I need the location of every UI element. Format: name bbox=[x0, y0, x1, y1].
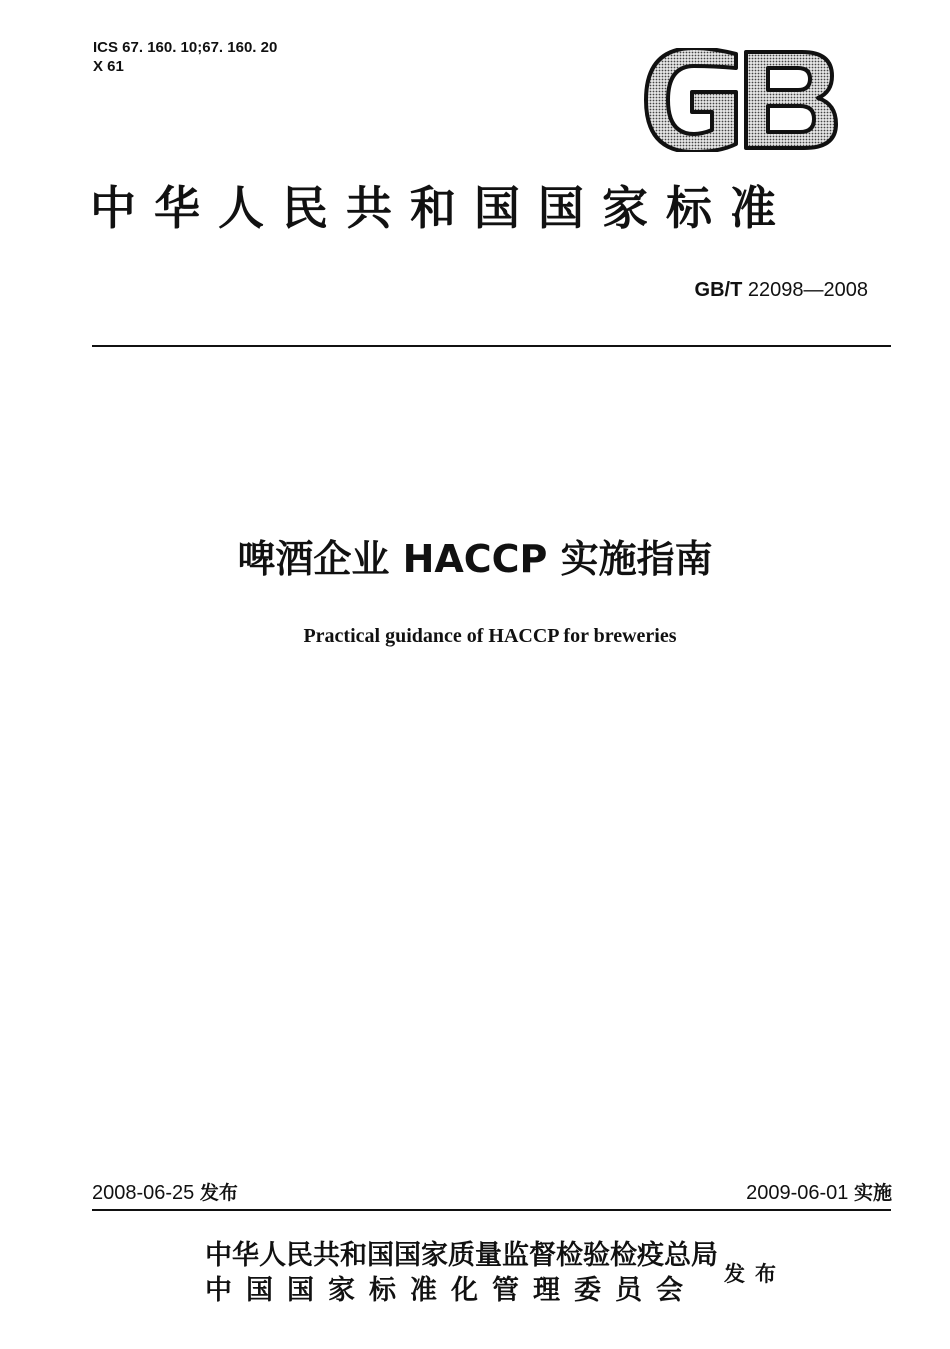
header-divider bbox=[92, 345, 891, 347]
publish-label: 发布 bbox=[724, 1262, 786, 1286]
issue-date-label: 发布 bbox=[199, 1182, 238, 1204]
standard-number bbox=[695, 278, 868, 302]
document-title-english: Practical guidance of HACCP for breweries bbox=[303, 625, 677, 647]
issuer-line-1: 中华人民共和国国家质量监督检验检疫总局 bbox=[205, 1240, 718, 1271]
issue-date-value: 2008-06-25 bbox=[92, 1182, 195, 1204]
effective-date-label: 实施 bbox=[853, 1182, 892, 1204]
effective-date bbox=[746, 1180, 892, 1206]
standard-code-prefix: GB/T bbox=[694, 279, 743, 301]
issuer-line-2: 中国国家标准化管理委员会 bbox=[205, 1275, 697, 1306]
standard-code-number: 22098—2008 bbox=[747, 279, 868, 301]
classification-codes bbox=[93, 38, 277, 76]
ccs-code: X 61 bbox=[93, 58, 124, 75]
ics-code: ICS 67. 160. 10;67. 160. 20 bbox=[93, 39, 278, 56]
gb-logo bbox=[640, 48, 840, 152]
standard-category: 中华人民共和国国家标准 bbox=[90, 181, 794, 235]
issue-date bbox=[92, 1180, 238, 1206]
effective-date-value: 2009-06-01 bbox=[746, 1182, 849, 1204]
footer-divider bbox=[92, 1209, 891, 1211]
document-title-chinese: 啤酒企业 HACCP 实施指南 bbox=[237, 537, 713, 581]
